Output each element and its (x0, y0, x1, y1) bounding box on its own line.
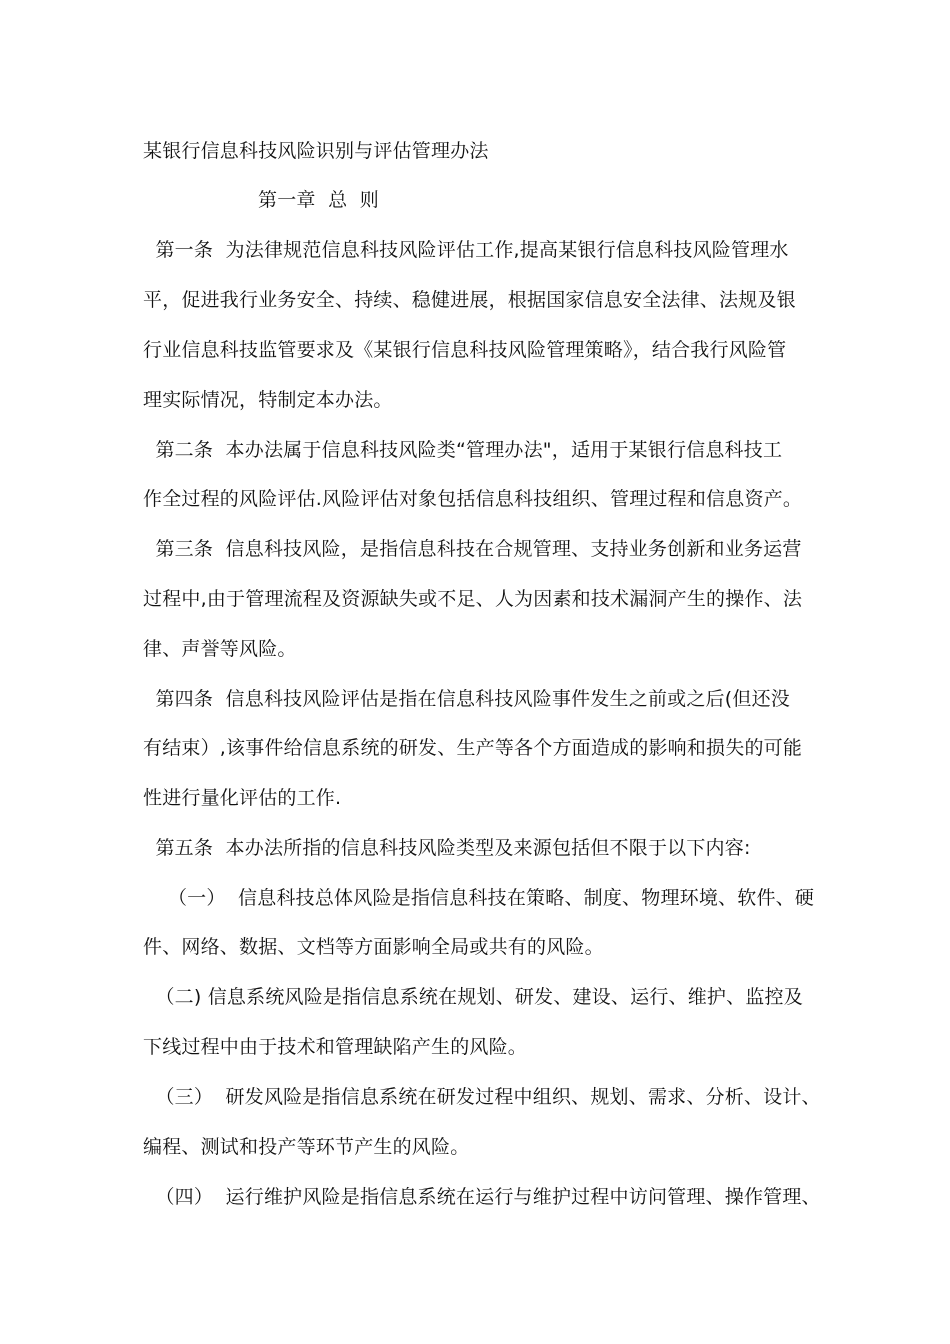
body-line: 第四条 信息科技风险评估是指在信息科技风险事件发生之前或之后(但还没 (143, 688, 790, 710)
body-line: （三） 研发风险是指信息系统在研发过程中组织、规划、需求、分析、设计、 (143, 1086, 821, 1108)
body-line: （一） 信息科技总体风险是指信息科技在策略、制度、物理环境、软件、硬 (143, 887, 815, 909)
body-line: 件、网络、数据、文档等方面影响全局或共有的风险。 (143, 936, 604, 958)
body-line: 下线过程中由于技术和管理缺陷产生的风险。 (143, 1036, 528, 1058)
body-line: 性进行量化评估的工作. (143, 787, 342, 809)
body-line: 有结束）,该事件给信息系统的研发、生产等各个方面造成的影响和损失的可能 (143, 737, 803, 759)
body-line: （四） 运行维护风险是指信息系统在运行与维护过程中访问管理、操作管理、 (143, 1186, 821, 1208)
body-line: 律、声誉等风险。 (143, 638, 297, 660)
body-line: 编程、测试和投产等环节产生的风险。 (143, 1136, 470, 1158)
body-line: 行业信息科技监管要求及《某银行信息科技风险管理策略》，结合我行风险管 (143, 339, 787, 361)
body-line: 第五条 本办法所指的信息科技风险类型及来源包括但不限于以下内容: (143, 837, 751, 859)
body-line: 第一条 为法律规范信息科技风险评估工作,提高某银行信息科技风险管理水 (143, 239, 789, 261)
body-line: 过程中,由于管理流程及资源缺失或不足、人为因素和技术漏洞产生的操作、法 (143, 588, 803, 610)
body-line: 平，促进我行业务安全、持续、稳健进展，根据国家信息安全法律、法规及银 (143, 289, 796, 311)
document-title: 某银行信息科技风险识别与评估管理办法 (143, 140, 489, 162)
body-line: 理实际情况，特制定本办法。 (143, 389, 393, 411)
body-line: （二) 信息系统风险是指信息系统在规划、研发、建设、运行、维护、监控及 (143, 986, 803, 1008)
body-line: 第二条 本办法属于信息科技风险类“管理办法"，适用于某银行信息科技工 (143, 439, 783, 461)
body-line: 作全过程的风险评估.风险评估对象包括信息科技组织、管理过程和信息资产。 (143, 488, 803, 510)
body-line: 第三条 信息科技风险，是指信息科技在合规管理、支持业务创新和业务运营 (143, 538, 802, 560)
chapter-heading: 第一章 总 则 (258, 189, 379, 211)
